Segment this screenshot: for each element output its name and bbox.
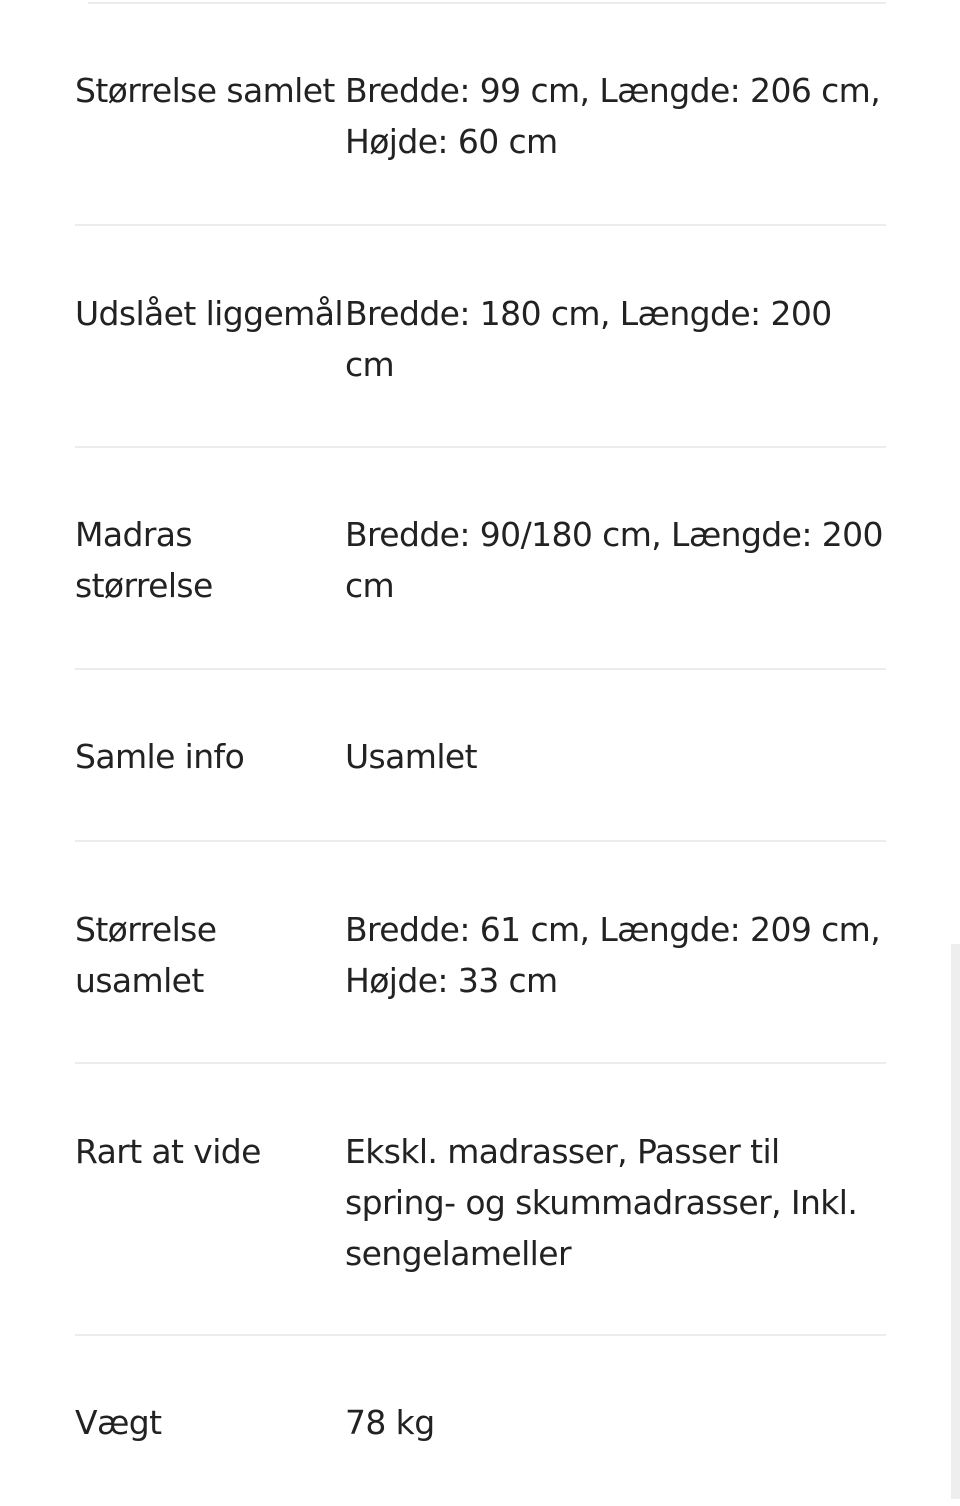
spec-value: Usamlet [345, 737, 477, 776]
spec-label: Størrelse usamlet [75, 910, 217, 1000]
spec-row-weight [75, 1336, 886, 1506]
spec-label: Udslået liggemål [75, 294, 343, 333]
spec-value: Ekskl. madrasser, Passer til spring- og skummadrasser, Inkl. sengelameller [345, 1132, 858, 1273]
spec-value: Bredde: 61 cm, Længde: 209 cm, Højde: 33 cm [345, 910, 881, 1000]
spec-row-size-assembled [75, 4, 886, 226]
spec-value: Bredde: 90/180 cm, Længde: 200 cm [345, 515, 883, 605]
spec-label: Samle info [75, 737, 245, 776]
product-specs-table [75, 4, 886, 1506]
spec-row-sleeping-area [75, 226, 886, 448]
spec-row-size-unassembled [75, 842, 886, 1064]
spec-label: Størrelse samlet [75, 71, 335, 110]
spec-label: Madras størrelse [75, 515, 213, 605]
spec-row-good-to-know [75, 1064, 886, 1336]
spec-value: Bredde: 99 cm, Længde: 206 cm, Højde: 60 cm [345, 71, 881, 161]
spec-row-assembly-info [75, 670, 886, 842]
spec-row-mattress-size [75, 448, 886, 670]
spec-value: Bredde: 180 cm, Længde: 200 cm [345, 294, 832, 384]
scrollbar[interactable] [951, 944, 960, 1499]
spec-label: Vægt [75, 1403, 162, 1442]
spec-value: 78 kg [345, 1403, 435, 1442]
spec-label: Rart at vide [75, 1132, 261, 1171]
